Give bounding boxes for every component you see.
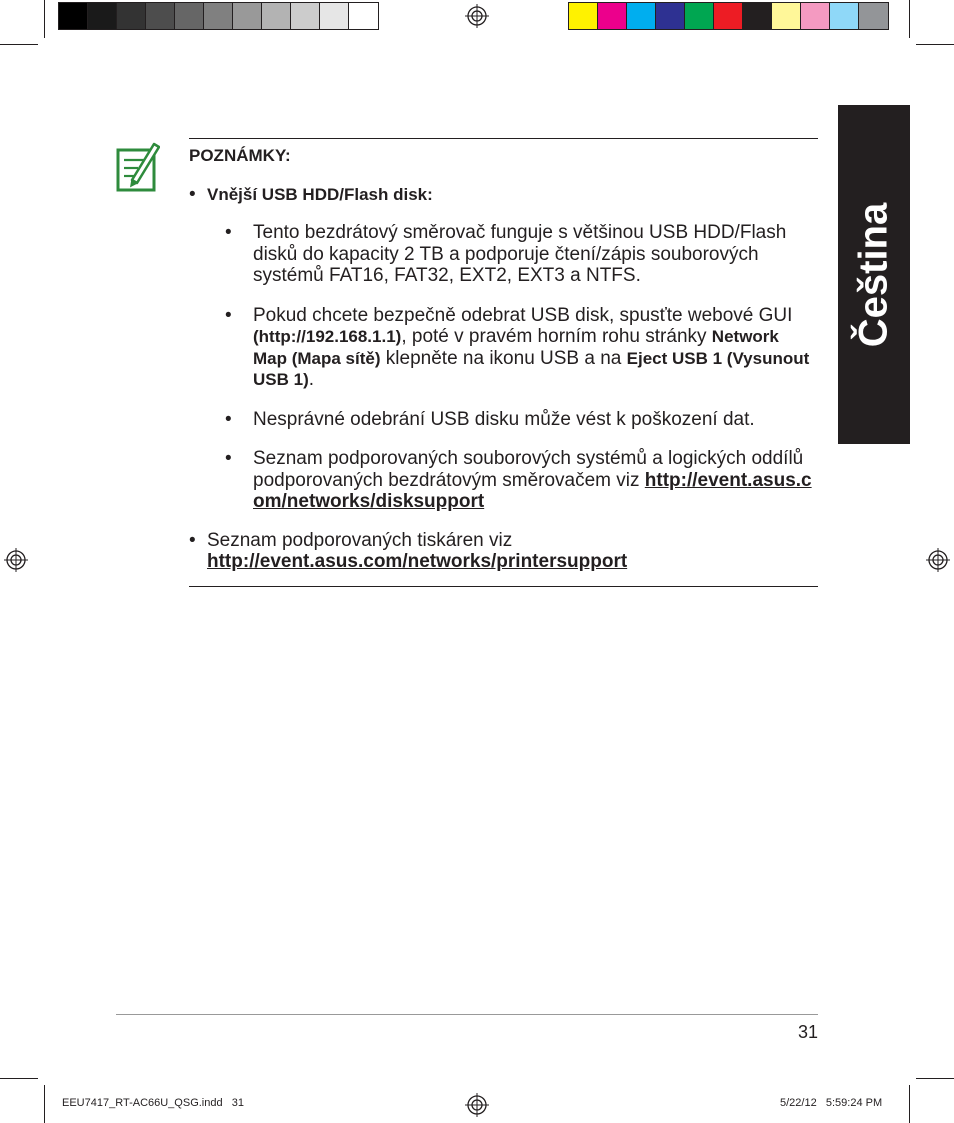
gray-swatch bbox=[262, 3, 291, 29]
gray-swatch bbox=[175, 3, 204, 29]
page-number: 31 bbox=[798, 1022, 819, 1042]
usb-section-title: Vnější USB HDD/Flash disk: bbox=[207, 184, 433, 204]
usb-removal-warning: Nesprávné odebrání USB disku může vést k poškození dat. bbox=[253, 408, 755, 430]
crop-mark bbox=[44, 0, 45, 38]
gray-swatch bbox=[349, 3, 378, 29]
crop-mark bbox=[916, 44, 954, 45]
registration-mark-icon bbox=[465, 4, 489, 28]
color-swatch bbox=[656, 3, 685, 29]
crop-mark bbox=[909, 1085, 910, 1123]
notes-block bbox=[189, 145, 817, 591]
list-item: • Tento bezdrátový směrovač funguje s většinou USB HDD/Flash disků do kapacity 2 TB a podporuje čtení/zápis souborových systémů FAT16, FAT32, EXT2, EXT3 a NTFS. bbox=[225, 222, 787, 286]
color-swatch bbox=[830, 3, 859, 29]
printer-section bbox=[189, 530, 817, 573]
footer-rule bbox=[116, 1014, 818, 1015]
crop-mark bbox=[916, 1078, 954, 1079]
gray-swatch bbox=[117, 3, 146, 29]
crop-mark bbox=[0, 44, 38, 45]
color-swatch bbox=[801, 3, 830, 29]
disk-support-link[interactable]: http://event.asus.com/networks/disksupport bbox=[253, 469, 812, 512]
web-gui-address: (http://192.168.1.1) bbox=[253, 327, 402, 346]
grayscale-calibration-bar bbox=[58, 2, 379, 30]
notes-top-rule bbox=[189, 138, 818, 139]
eject-usb-label: Eject USB 1 (Vysunout USB 1) bbox=[253, 348, 810, 389]
gray-swatch bbox=[204, 3, 233, 29]
gray-swatch bbox=[291, 3, 320, 29]
list-item: • Pokud chcete bezpečně odebrat USB disk, spusťte webové GUI (http://192.168.1.1), poté v pravém horním rohu stránky Network Map (Mapa sítě) klepněte na ikonu USB a na Eject USB 1 (Vysunout USB 1). bbox=[225, 304, 810, 390]
bullet: • bbox=[189, 183, 196, 205]
color-swatch bbox=[569, 3, 598, 29]
printer-support-link[interactable]: http://event.asus.com/networks/printersupport bbox=[207, 551, 628, 572]
usb-section bbox=[189, 184, 817, 513]
color-swatch bbox=[627, 3, 656, 29]
notes-heading: POZNÁMKY: bbox=[189, 146, 291, 165]
list-item: • Seznam podporovaných souborových systémů a logických oddílů podporovaných bezdrátovým směrovačem viz http://event.asus.com/networks/disksupport bbox=[225, 448, 812, 512]
list-item: • Nesprávné odebrání USB disku může vést k poškození dat. bbox=[225, 408, 755, 430]
bullet: • bbox=[189, 529, 196, 551]
color-swatch bbox=[743, 3, 772, 29]
color-swatch bbox=[685, 3, 714, 29]
slug-filename: EEU7417_RT-AC66U_QSG.indd 31 bbox=[62, 1097, 245, 1109]
color-swatch bbox=[714, 3, 743, 29]
network-map-label: Network Map (Mapa sítě) bbox=[253, 327, 779, 368]
crop-mark bbox=[0, 1078, 38, 1079]
gray-swatch bbox=[59, 3, 88, 29]
crop-mark bbox=[44, 1085, 45, 1123]
crop-mark bbox=[909, 0, 910, 38]
slug-timestamp: 5/22/12 5:59:24 PM bbox=[780, 1097, 883, 1109]
registration-mark-icon bbox=[465, 1093, 489, 1117]
language-tab bbox=[838, 105, 910, 444]
notes-bottom-rule bbox=[189, 586, 818, 587]
color-calibration-bar bbox=[568, 2, 889, 30]
gray-swatch bbox=[146, 3, 175, 29]
usb-sublist bbox=[207, 222, 817, 513]
color-swatch bbox=[772, 3, 801, 29]
language-tab-label: Čeština bbox=[851, 202, 896, 347]
printer-note: Seznam podporovaných tiskáren viz bbox=[207, 529, 513, 551]
gray-swatch bbox=[88, 3, 117, 29]
registration-mark-icon bbox=[926, 548, 950, 572]
gray-swatch bbox=[233, 3, 262, 29]
color-swatch bbox=[859, 3, 888, 29]
note-pencil-icon bbox=[116, 140, 160, 192]
color-swatch bbox=[598, 3, 627, 29]
usb-capacity-note: Tento bezdrátový směrovač funguje s většinou USB HDD/Flash disků do kapacity 2 TB a podporuje čtení/zápis souborových systémů FAT16, FAT32, EXT2, EXT3 a NTFS. bbox=[253, 222, 787, 286]
gray-swatch bbox=[320, 3, 349, 29]
registration-mark-icon bbox=[4, 548, 28, 572]
